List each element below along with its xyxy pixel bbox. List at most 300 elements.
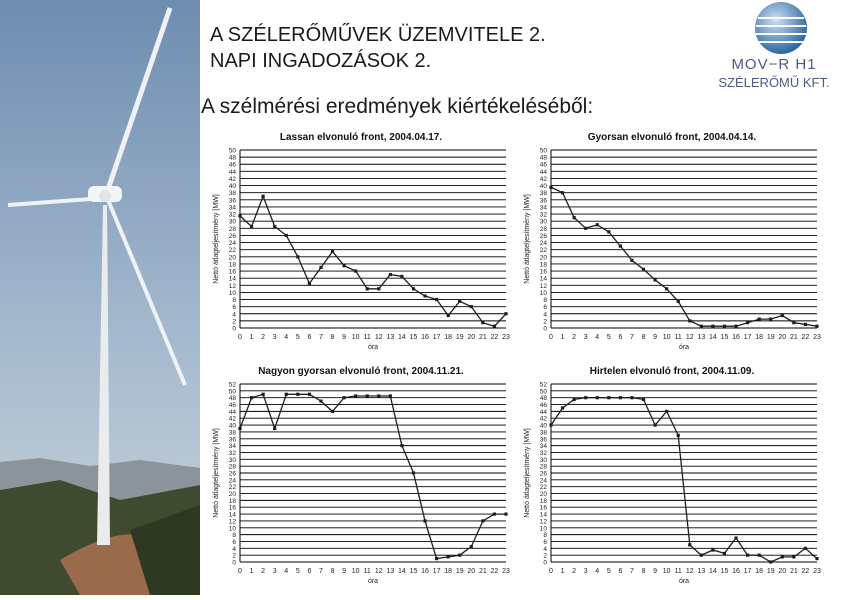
x-tick-label: 14 (709, 568, 717, 575)
x-tick-label: 21 (789, 334, 798, 341)
y-tick-label: 46 (539, 161, 547, 169)
logo-name: MOV−R H1 (731, 56, 817, 73)
y-tick-label: 4 (232, 545, 236, 553)
data-point (470, 305, 473, 308)
x-tick-label: 4 (284, 568, 289, 575)
x-tick-label: 7 (319, 568, 323, 575)
y-tick-label: 28 (539, 463, 547, 471)
y-tick-label: 42 (539, 175, 547, 183)
x-tick-label: 23 (813, 334, 821, 341)
y-tick-label: 14 (228, 511, 236, 519)
x-tick-label: 2 (572, 568, 577, 575)
y-tick-label: 22 (539, 484, 547, 492)
data-point (400, 275, 403, 278)
x-tick-label: 2 (261, 568, 266, 575)
chart-svg-2 (519, 128, 825, 354)
y-tick-label: 26 (228, 470, 236, 478)
data-point (746, 554, 749, 557)
y-tick-label: 2 (543, 552, 547, 560)
title-line-2: NAPI INGADOZÁSOK 2. (210, 50, 432, 72)
x-tick-label: 19 (455, 334, 464, 341)
y-tick-label: 50 (539, 388, 547, 396)
data-point (815, 557, 818, 560)
x-tick-label: 18 (444, 568, 453, 575)
x-tick-label: 3 (583, 568, 588, 575)
data-point (366, 287, 369, 290)
data-point (342, 396, 345, 399)
y-tick-label: 12 (539, 518, 547, 526)
data-point (619, 245, 622, 248)
y-tick-label: 20 (228, 254, 236, 262)
y-tick-label: 48 (228, 154, 236, 162)
y-tick-label: 10 (228, 525, 236, 533)
x-tick-label: 7 (630, 568, 634, 575)
x-tick-label: 10 (351, 334, 360, 341)
y-tick-label: 20 (539, 491, 547, 499)
wind-turbine-photo (0, 0, 200, 595)
x-tick-label: 0 (549, 568, 553, 575)
y-tick-label: 30 (539, 456, 547, 464)
x-tick-label: 12 (374, 334, 383, 341)
y-tick-label: 32 (228, 211, 236, 219)
y-tick-label: 18 (228, 261, 236, 269)
data-point (250, 396, 253, 399)
company-logo (706, 0, 842, 92)
y-tick-label: 10 (539, 289, 547, 297)
y-tick-label: 46 (539, 402, 547, 410)
data-point (458, 300, 461, 303)
y-tick-label: 44 (228, 408, 236, 416)
y-tick-label: 36 (539, 436, 547, 444)
data-point (481, 519, 484, 522)
x-tick-label: 8 (330, 568, 335, 575)
y-tick-label: 38 (539, 429, 547, 437)
x-tick-label: 22 (490, 568, 499, 575)
x-tick-label: 15 (720, 334, 729, 341)
x-tick-label: 20 (467, 334, 476, 341)
x-tick-label: 21 (789, 568, 798, 575)
data-point (561, 406, 564, 409)
x-tick-label: 12 (685, 568, 694, 575)
x-tick-label: 8 (641, 568, 646, 575)
x-tick-label: 6 (618, 568, 623, 575)
data-point (665, 287, 668, 290)
y-tick-label: 38 (539, 190, 547, 198)
data-point (723, 325, 726, 328)
y-axis-label: Nettó átlagteljesítmény [MW] (524, 194, 531, 284)
x-tick-label: 1 (560, 568, 565, 575)
y-tick-label: 50 (228, 147, 236, 155)
x-tick-label: 10 (662, 334, 671, 341)
y-tick-label: 38 (228, 190, 236, 198)
x-tick-label: 5 (606, 568, 611, 575)
x-tick-label: 21 (478, 568, 487, 575)
y-tick-label: 2 (232, 552, 236, 560)
x-tick-label: 22 (801, 334, 810, 341)
y-tick-label: 44 (539, 168, 547, 176)
data-point (389, 273, 392, 276)
y-tick-label: 14 (228, 275, 236, 283)
data-point (331, 250, 334, 253)
data-point (642, 398, 645, 401)
data-point (781, 555, 784, 558)
data-point (711, 325, 714, 328)
x-tick-label: 13 (386, 334, 395, 341)
y-tick-label: 20 (228, 491, 236, 499)
data-point (319, 400, 322, 403)
data-point (250, 225, 253, 228)
y-tick-label: 22 (539, 247, 547, 255)
data-point (781, 314, 784, 317)
data-point (504, 512, 507, 515)
data-point (493, 325, 496, 328)
y-tick-label: 48 (539, 154, 547, 162)
data-point (792, 321, 795, 324)
y-tick-label: 34 (539, 443, 547, 451)
data-point (296, 393, 299, 396)
data-point (758, 318, 761, 321)
x-tick-label: 2 (572, 334, 577, 341)
y-tick-label: 34 (228, 204, 236, 212)
data-point (573, 216, 576, 219)
x-tick-label: 12 (685, 334, 694, 341)
x-tick-label: 0 (549, 334, 553, 341)
y-tick-label: 12 (539, 282, 547, 290)
y-tick-label: 16 (539, 268, 547, 276)
data-point (607, 396, 610, 399)
x-tick-label: 13 (697, 568, 706, 575)
x-tick-label: 17 (432, 334, 441, 341)
data-point (273, 427, 276, 430)
y-tick-label: 24 (228, 477, 236, 485)
y-tick-label: 46 (228, 161, 236, 169)
x-tick-label: 20 (778, 334, 787, 341)
y-tick-label: 36 (539, 197, 547, 205)
data-point (815, 325, 818, 328)
y-axis-label: Nettó átlagteljesítmény [MW] (524, 428, 531, 518)
data-point (607, 230, 610, 233)
y-tick-label: 4 (543, 311, 547, 319)
data-point (746, 321, 749, 324)
y-tick-label: 36 (228, 197, 236, 205)
x-tick-label: 18 (755, 568, 764, 575)
data-point (354, 269, 357, 272)
chart-title-3: Nagyon gyorsan elvonuló front, 2004.11.21. (258, 366, 464, 377)
y-axis-label: Nettó átlagteljesítmény [MW] (213, 194, 220, 284)
data-point (734, 536, 737, 539)
data-point (458, 554, 461, 557)
data-point (769, 318, 772, 321)
data-point (296, 255, 299, 258)
chart-svg-4 (519, 362, 825, 588)
data-point (238, 427, 241, 430)
data-point (423, 519, 426, 522)
data-point (308, 393, 311, 396)
x-tick-label: 9 (653, 568, 658, 575)
x-axis-label: óra (367, 344, 379, 351)
chart-title-2: Gyorsan elvonuló front, 2004.04.14. (587, 132, 757, 143)
y-tick-label: 22 (228, 247, 236, 255)
data-point (642, 268, 645, 271)
data-point (447, 314, 450, 317)
y-tick-label: 8 (232, 532, 236, 540)
x-tick-label: 4 (284, 334, 289, 341)
x-tick-label: 14 (398, 334, 406, 341)
data-point (561, 191, 564, 194)
data-point (630, 396, 633, 399)
data-point (584, 396, 587, 399)
x-tick-label: 4 (595, 334, 600, 341)
x-tick-label: 2 (261, 334, 266, 341)
y-tick-label: 24 (228, 240, 236, 248)
data-point (677, 300, 680, 303)
y-tick-label: 16 (228, 504, 236, 512)
x-tick-label: 8 (641, 334, 646, 341)
data-point (723, 552, 726, 555)
y-tick-label: 42 (228, 175, 236, 183)
y-tick-label: 40 (539, 422, 547, 430)
x-tick-label: 3 (272, 568, 277, 575)
chart-svg-1 (208, 128, 514, 354)
y-tick-label: 22 (228, 484, 236, 492)
x-tick-label: 9 (342, 334, 347, 341)
x-tick-label: 14 (709, 334, 717, 341)
x-tick-label: 20 (778, 568, 787, 575)
chart-title-4: Hirtelen elvonuló front, 2004.11.09. (589, 366, 755, 377)
y-tick-label: 4 (543, 545, 547, 553)
data-point (342, 264, 345, 267)
globe-logo-icon (706, 0, 842, 56)
chart-panel-4 (519, 362, 825, 588)
data-point (630, 259, 633, 262)
data-point (435, 557, 438, 560)
y-tick-label: 42 (228, 415, 236, 423)
x-tick-label: 5 (295, 334, 300, 341)
y-tick-label: 8 (543, 297, 547, 305)
y-tick-label: 26 (539, 232, 547, 240)
x-tick-label: 1 (249, 334, 254, 341)
y-tick-label: 24 (539, 240, 547, 248)
y-tick-label: 18 (228, 497, 236, 505)
y-tick-label: 0 (232, 325, 236, 333)
y-tick-label: 12 (228, 518, 236, 526)
data-point (377, 287, 380, 290)
y-tick-label: 8 (543, 532, 547, 540)
y-tick-label: 12 (228, 282, 236, 290)
data-point (769, 560, 772, 563)
data-point (308, 282, 311, 285)
x-tick-label: 6 (618, 334, 623, 341)
y-tick-label: 50 (539, 147, 547, 155)
data-point (804, 547, 807, 550)
data-point (700, 554, 703, 557)
x-axis-label: óra (678, 344, 690, 351)
page-title (210, 22, 546, 74)
x-tick-label: 4 (595, 568, 600, 575)
data-point (584, 227, 587, 230)
x-tick-label: 23 (502, 568, 510, 575)
y-tick-label: 0 (232, 559, 236, 567)
x-tick-label: 19 (766, 334, 775, 341)
data-point (619, 396, 622, 399)
y-tick-label: 32 (539, 449, 547, 457)
y-tick-label: 46 (228, 402, 236, 410)
data-point (688, 319, 691, 322)
x-tick-label: 12 (374, 568, 383, 575)
data-point (688, 543, 691, 546)
y-tick-label: 26 (228, 232, 236, 240)
x-tick-label: 18 (444, 334, 453, 341)
x-axis-label: óra (367, 578, 379, 585)
x-tick-label: 15 (409, 568, 418, 575)
y-tick-label: 44 (228, 168, 236, 176)
y-tick-label: 4 (232, 311, 236, 319)
x-tick-label: 16 (732, 334, 740, 341)
chart-title-1: Lassan elvonuló front, 2004.04.17. (279, 132, 443, 143)
y-tick-label: 8 (232, 297, 236, 305)
y-tick-label: 34 (539, 204, 547, 212)
y-tick-label: 28 (228, 463, 236, 471)
data-point (262, 393, 265, 396)
data-point (366, 394, 369, 397)
data-point (653, 278, 656, 281)
data-point (273, 225, 276, 228)
data-point (377, 394, 380, 397)
data-point (285, 393, 288, 396)
data-point (238, 214, 241, 217)
x-tick-label: 19 (766, 568, 775, 575)
data-point (596, 223, 599, 226)
data-point (447, 555, 450, 558)
chart-panel-1 (208, 128, 514, 354)
y-tick-label: 16 (228, 268, 236, 276)
y-tick-label: 42 (539, 415, 547, 423)
x-tick-label: 22 (490, 334, 499, 341)
data-point (262, 195, 265, 198)
y-axis-label: Nettó átlagteljesítmény [MW] (213, 428, 220, 518)
data-point (493, 512, 496, 515)
y-tick-label: 6 (543, 304, 547, 312)
x-tick-label: 5 (606, 334, 611, 341)
x-tick-label: 9 (653, 334, 658, 341)
y-tick-label: 30 (228, 456, 236, 464)
y-tick-label: 28 (539, 225, 547, 233)
y-tick-label: 48 (228, 395, 236, 403)
y-tick-label: 0 (543, 325, 547, 333)
chart-panel-3 (208, 362, 514, 588)
y-tick-label: 44 (539, 408, 547, 416)
y-tick-label: 0 (543, 559, 547, 567)
x-tick-label: 10 (351, 568, 360, 575)
y-tick-label: 28 (228, 225, 236, 233)
chart-panel-2 (519, 128, 825, 354)
y-tick-label: 50 (228, 388, 236, 396)
x-tick-label: 19 (455, 568, 464, 575)
x-tick-label: 17 (432, 568, 441, 575)
data-point (734, 325, 737, 328)
data-point (331, 410, 334, 413)
x-tick-label: 13 (697, 334, 706, 341)
x-tick-label: 9 (342, 568, 347, 575)
data-point (573, 398, 576, 401)
data-point (319, 266, 322, 269)
y-tick-label: 14 (539, 275, 547, 283)
x-tick-label: 5 (295, 568, 300, 575)
y-tick-label: 26 (539, 470, 547, 478)
x-tick-label: 10 (662, 568, 671, 575)
y-tick-label: 18 (539, 497, 547, 505)
y-tick-label: 2 (543, 318, 547, 326)
y-tick-label: 6 (232, 538, 236, 546)
x-tick-label: 16 (421, 334, 429, 341)
y-tick-label: 48 (539, 395, 547, 403)
data-point (435, 298, 438, 301)
data-point (758, 554, 761, 557)
x-tick-label: 3 (583, 334, 588, 341)
data-point (412, 471, 415, 474)
y-tick-label: 40 (228, 422, 236, 430)
data-point (285, 234, 288, 237)
title-line-1: A SZÉLERŐMŰVEK ÜZEMVITELE 2. (210, 24, 546, 46)
data-point (677, 434, 680, 437)
y-tick-label: 18 (539, 261, 547, 269)
x-tick-label: 7 (630, 334, 634, 341)
y-tick-label: 6 (543, 538, 547, 546)
y-tick-label: 30 (228, 218, 236, 226)
y-tick-label: 16 (539, 504, 547, 512)
x-tick-label: 15 (720, 568, 729, 575)
x-tick-label: 3 (272, 334, 277, 341)
data-point (792, 555, 795, 558)
x-tick-label: 23 (813, 568, 821, 575)
y-tick-label: 32 (539, 211, 547, 219)
data-point (389, 394, 392, 397)
x-tick-label: 6 (307, 568, 312, 575)
x-tick-label: 11 (363, 334, 371, 341)
data-point (596, 396, 599, 399)
data-point (549, 186, 552, 189)
x-tick-label: 11 (674, 568, 682, 575)
y-tick-label: 36 (228, 436, 236, 444)
chart-svg-3 (208, 362, 514, 588)
x-tick-label: 13 (386, 568, 395, 575)
data-point (423, 294, 426, 297)
data-point (804, 323, 807, 326)
data-point (653, 423, 656, 426)
y-tick-label: 52 (228, 381, 236, 389)
y-tick-label: 10 (228, 289, 236, 297)
x-tick-label: 14 (398, 568, 406, 575)
data-point (481, 321, 484, 324)
x-tick-label: 16 (732, 568, 740, 575)
y-tick-label: 38 (228, 429, 236, 437)
x-axis-label: óra (678, 578, 690, 585)
y-tick-label: 52 (539, 381, 547, 389)
x-tick-label: 1 (249, 568, 254, 575)
y-tick-label: 10 (539, 525, 547, 533)
x-tick-label: 11 (363, 568, 371, 575)
x-tick-label: 17 (743, 334, 752, 341)
y-tick-label: 24 (539, 477, 547, 485)
x-tick-label: 7 (319, 334, 323, 341)
series-line (240, 394, 506, 558)
x-tick-label: 16 (421, 568, 429, 575)
y-tick-label: 2 (232, 318, 236, 326)
data-point (700, 325, 703, 328)
y-tick-label: 40 (228, 183, 236, 191)
page-subtitle: A szélmérési eredmények kiértékeléséből: (201, 95, 594, 118)
x-tick-label: 0 (238, 568, 242, 575)
